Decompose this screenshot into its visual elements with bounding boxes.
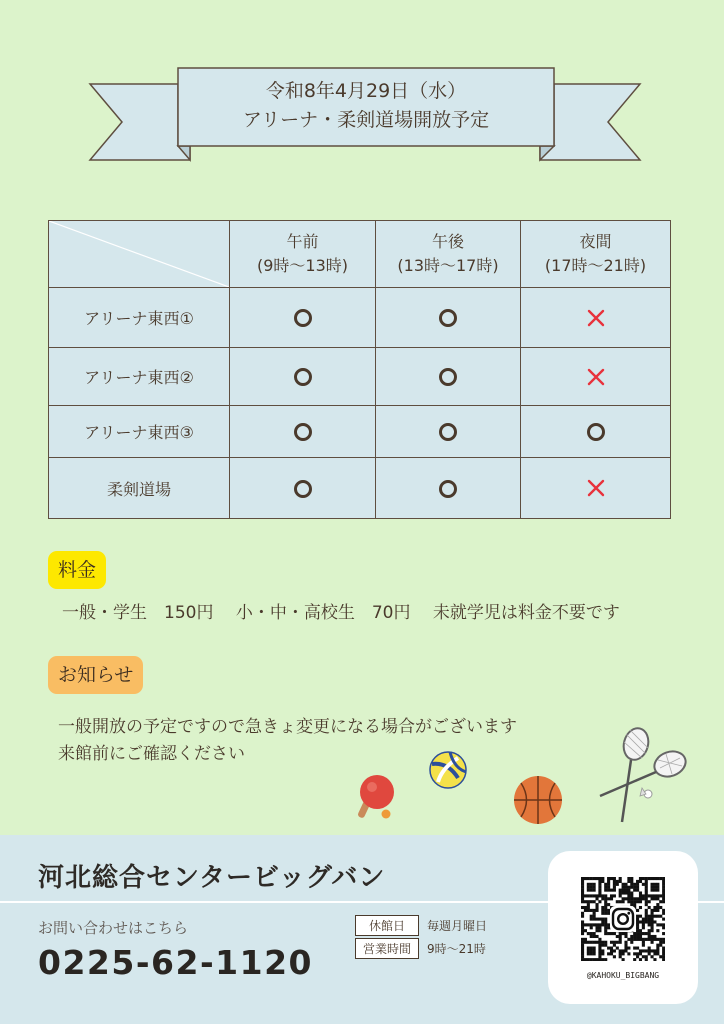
status-cell <box>376 458 521 519</box>
column-name: 午前 <box>286 232 319 251</box>
column-header-morning <box>230 221 376 288</box>
basketball-icon <box>512 774 564 826</box>
status-cell <box>230 406 376 458</box>
circle-mark-icon <box>294 309 312 327</box>
business-hours-key: 営業時間 <box>355 938 419 959</box>
corner-diagonal <box>49 221 229 287</box>
contact-label: お問い合わせはこちら <box>38 919 189 937</box>
circle-mark-icon <box>439 480 457 498</box>
ping-pong-paddle-icon <box>352 772 398 824</box>
status-cell <box>230 458 376 519</box>
status-cell <box>376 348 521 406</box>
circle-mark-icon <box>439 423 457 441</box>
facility-name: 河北総合センタービッグバン <box>38 863 386 893</box>
title-banner <box>0 60 724 170</box>
column-name: 午後 <box>431 232 464 251</box>
status-cell <box>521 458 671 519</box>
banner-date: 令和8年4月29日（水） <box>265 80 467 102</box>
column-hours: (17時〜21時) <box>544 256 647 275</box>
column-hours: (13時〜17時) <box>397 256 499 275</box>
schedule-table <box>48 220 671 519</box>
business-hours-row <box>355 938 486 959</box>
cross-mark-icon <box>586 308 606 328</box>
status-cell <box>230 288 376 348</box>
table-row <box>49 348 671 406</box>
cross-mark-icon <box>586 478 606 498</box>
banner-subtitle: アリーナ・柔剣道場開放予定 <box>242 109 490 131</box>
fee-label: 料金 <box>48 551 106 589</box>
fee-text: 一般・学生 150円 小・中・高校生 70円 未就学児は料金不要です <box>62 603 620 623</box>
status-cell <box>230 348 376 406</box>
qr-card[interactable] <box>548 851 698 1004</box>
instagram-icon <box>609 905 637 933</box>
status-cell <box>376 288 521 348</box>
table-corner-cell <box>49 221 230 288</box>
notice-line: 来館前にご確認ください <box>58 744 245 764</box>
facility-name: 柔剣道場 <box>49 458 230 519</box>
circle-mark-icon <box>439 309 457 327</box>
table-row <box>49 458 671 519</box>
column-name: 夜間 <box>579 232 612 251</box>
instagram-handle[interactable]: @KAHOKU_BIGBANG <box>586 971 660 980</box>
facility-name: アリーナ東西③ <box>49 406 230 458</box>
status-cell <box>521 288 671 348</box>
circle-mark-icon <box>294 423 312 441</box>
closed-day-key: 休館日 <box>355 915 419 936</box>
closed-day-value: 毎週月曜日 <box>427 919 488 933</box>
column-hours: (9時〜13時) <box>256 256 349 275</box>
badminton-rackets-icon <box>596 726 692 826</box>
table-row <box>49 288 671 348</box>
circle-mark-icon <box>294 368 312 386</box>
closed-day-row <box>355 915 487 936</box>
facility-name: アリーナ東西① <box>49 288 230 348</box>
column-header-afternoon <box>376 221 521 288</box>
status-cell <box>521 348 671 406</box>
phone-number[interactable]: 0225-62-1120 <box>38 943 314 982</box>
business-hours-value: 9時〜21時 <box>427 942 486 956</box>
status-cell <box>521 406 671 458</box>
status-cell <box>376 406 521 458</box>
circle-mark-icon <box>587 423 605 441</box>
volleyball-icon <box>428 750 468 790</box>
banner-title <box>178 68 554 144</box>
circle-mark-icon <box>439 368 457 386</box>
circle-mark-icon <box>294 480 312 498</box>
cross-mark-icon <box>586 367 606 387</box>
footer <box>0 835 724 1024</box>
notice-line: 一般開放の予定ですので急きょ変更になる場合がございます <box>58 717 517 737</box>
column-header-night <box>521 221 671 288</box>
facility-name: アリーナ東西② <box>49 348 230 406</box>
notice-label: お知らせ <box>48 656 143 694</box>
table-row <box>49 406 671 458</box>
